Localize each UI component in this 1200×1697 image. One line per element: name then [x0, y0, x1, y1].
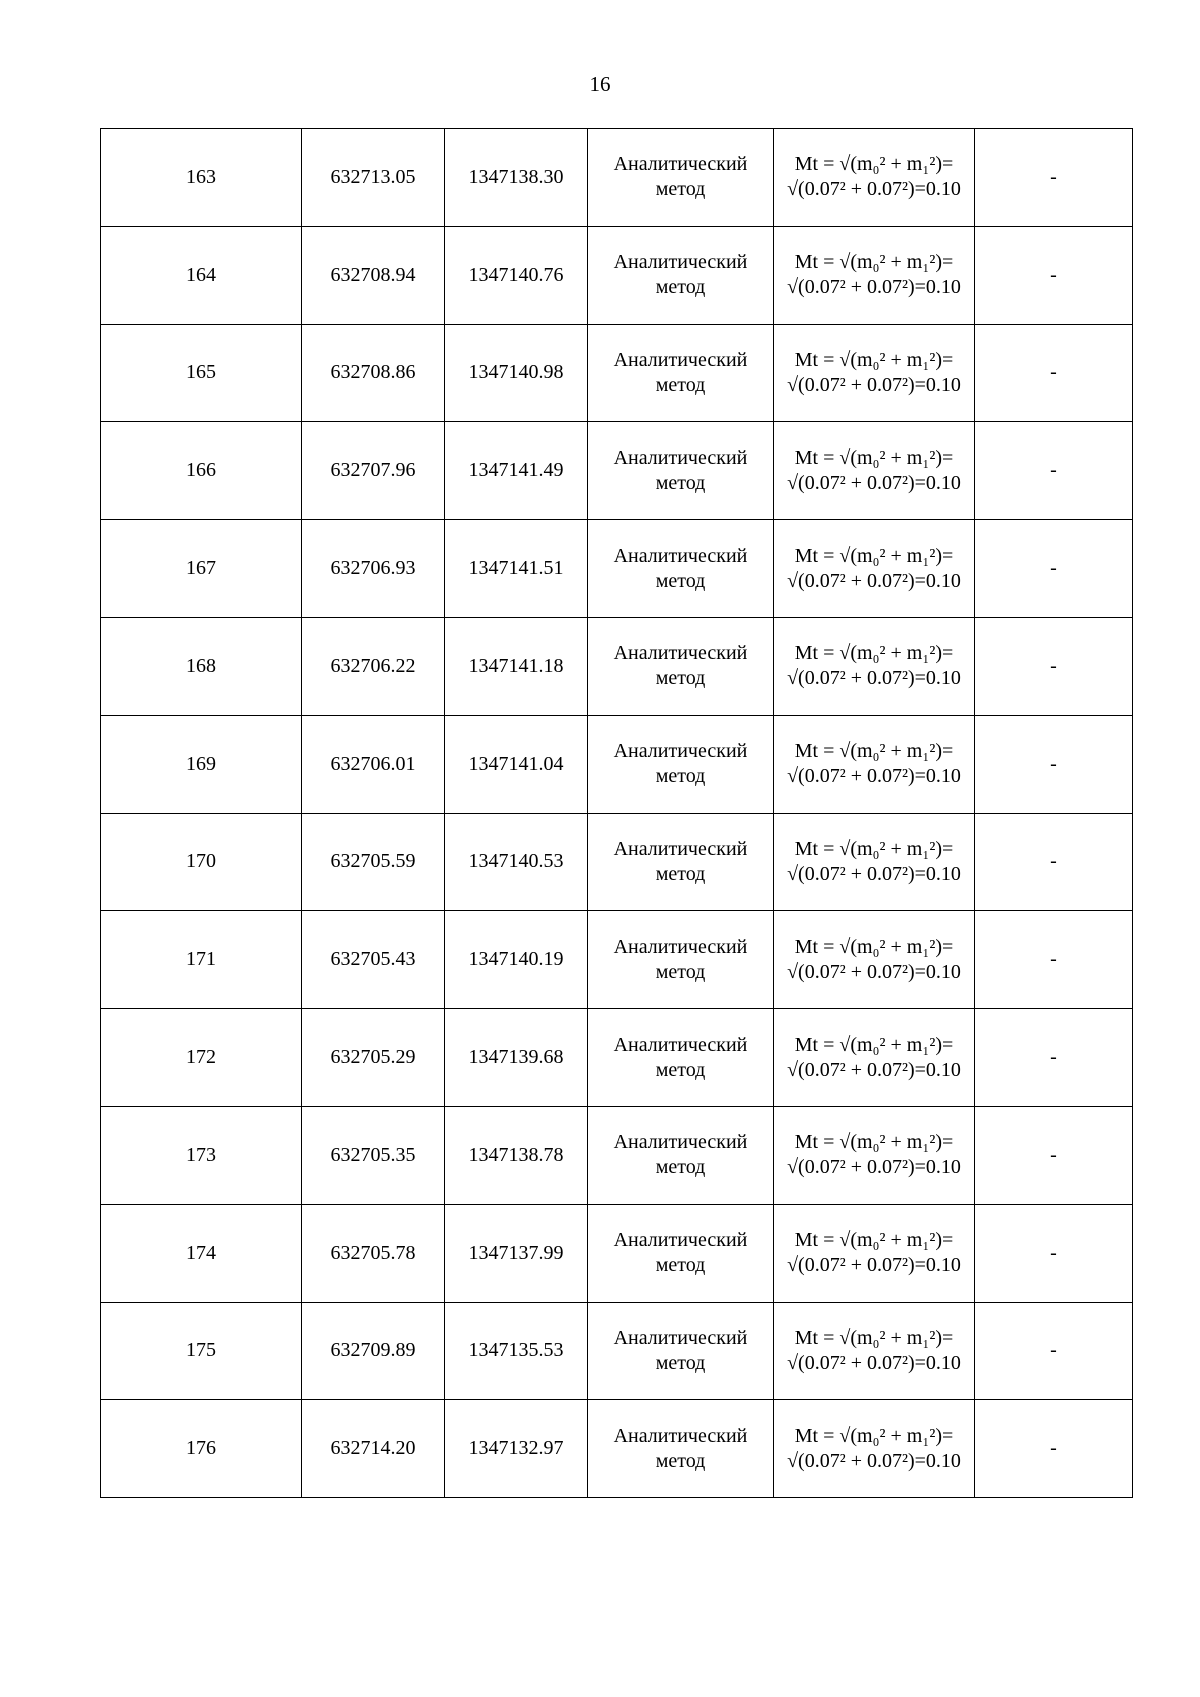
- table-row: [101, 715, 1133, 813]
- x-coordinate-cell: 632705.35: [302, 1106, 445, 1204]
- point-number-cell: 171: [101, 911, 302, 1009]
- accuracy-formula-cell: [774, 813, 975, 911]
- y-coordinate-cell: 1347141.18: [445, 617, 588, 715]
- accuracy-formula-cell-line-1: Mt = √(m₀² + m₁²)=: [794, 642, 954, 665]
- accuracy-formula-cell-line-2: √(0.07² + 0.07²)=0.10: [787, 373, 961, 396]
- note-cell: -: [975, 129, 1133, 227]
- method-cell-line-1: Аналитический: [613, 544, 748, 567]
- accuracy-formula-cell-line-1: Mt = √(m₀² + m₁²)=: [794, 1033, 954, 1056]
- method-cell-line-1: Аналитический: [613, 446, 748, 469]
- table-row: [101, 813, 1133, 911]
- table-row: [101, 1204, 1133, 1302]
- accuracy-formula-cell-line-1: Mt = √(m₀² + m₁²)=: [794, 544, 954, 567]
- x-coordinate-cell: 632705.29: [302, 1009, 445, 1107]
- accuracy-formula-cell-line-1: Mt = √(m₀² + m₁²)=: [794, 1131, 954, 1154]
- point-number-cell: 164: [101, 226, 302, 324]
- accuracy-formula-cell: [774, 422, 975, 520]
- method-cell: [588, 1400, 774, 1498]
- accuracy-formula-cell-line-1: Mt = √(m₀² + m₁²)=: [794, 1424, 954, 1447]
- method-cell-line-2: метод: [655, 178, 706, 201]
- accuracy-formula-cell-line-1: Mt = √(m₀² + m₁²)=: [794, 837, 954, 860]
- method-cell: [588, 129, 774, 227]
- table-row: [101, 911, 1133, 1009]
- method-cell-line-2: метод: [655, 960, 706, 983]
- accuracy-formula-cell-line-2: √(0.07² + 0.07²)=0.10: [787, 862, 961, 885]
- y-coordinate-cell: 1347135.53: [445, 1302, 588, 1400]
- note-cell: -: [975, 1009, 1133, 1107]
- accuracy-formula-cell: [774, 1302, 975, 1400]
- y-coordinate-cell: 1347138.78: [445, 1106, 588, 1204]
- y-coordinate-cell: 1347140.53: [445, 813, 588, 911]
- accuracy-formula-cell-line-2: √(0.07² + 0.07²)=0.10: [787, 1058, 961, 1081]
- point-number-cell: 174: [101, 1204, 302, 1302]
- point-number-cell: 165: [101, 324, 302, 422]
- y-coordinate-cell: 1347132.97: [445, 1400, 588, 1498]
- y-coordinate-cell: 1347140.76: [445, 226, 588, 324]
- accuracy-formula-cell: [774, 1106, 975, 1204]
- x-coordinate-cell: 632707.96: [302, 422, 445, 520]
- accuracy-formula-cell-line-2: √(0.07² + 0.07²)=0.10: [787, 1156, 961, 1179]
- table-row: [101, 520, 1133, 618]
- method-cell-line-2: метод: [655, 1254, 706, 1277]
- method-cell: [588, 1204, 774, 1302]
- x-coordinate-cell: 632706.93: [302, 520, 445, 618]
- method-cell-line-2: метод: [655, 667, 706, 690]
- method-cell-line-1: Аналитический: [613, 642, 748, 665]
- accuracy-formula-cell-line-1: Mt = √(m₀² + m₁²)=: [794, 1229, 954, 1252]
- method-cell-line-1: Аналитический: [613, 1424, 748, 1447]
- method-cell: [588, 715, 774, 813]
- table-row: [101, 324, 1133, 422]
- note-cell: -: [975, 1400, 1133, 1498]
- accuracy-formula-cell-line-2: √(0.07² + 0.07²)=0.10: [787, 276, 961, 299]
- method-cell-line-2: метод: [655, 1058, 706, 1081]
- accuracy-formula-cell: [774, 129, 975, 227]
- method-cell-line-1: Аналитический: [613, 935, 748, 958]
- accuracy-formula-cell-line-1: Mt = √(m₀² + m₁²)=: [794, 348, 954, 371]
- table-row: [101, 1302, 1133, 1400]
- accuracy-formula-cell-line-1: Mt = √(m₀² + m₁²)=: [794, 153, 954, 176]
- x-coordinate-cell: 632709.89: [302, 1302, 445, 1400]
- note-cell: -: [975, 617, 1133, 715]
- method-cell: [588, 813, 774, 911]
- y-coordinate-cell: 1347140.98: [445, 324, 588, 422]
- note-cell: -: [975, 1302, 1133, 1400]
- method-cell-line-2: метод: [655, 569, 706, 592]
- accuracy-formula-cell-line-2: √(0.07² + 0.07²)=0.10: [787, 765, 961, 788]
- table-row: [101, 1106, 1133, 1204]
- x-coordinate-cell: 632713.05: [302, 129, 445, 227]
- method-cell-line-2: метод: [655, 862, 706, 885]
- point-number-cell: 166: [101, 422, 302, 520]
- method-cell: [588, 324, 774, 422]
- point-number-cell: 175: [101, 1302, 302, 1400]
- note-cell: -: [975, 324, 1133, 422]
- accuracy-formula-cell: [774, 520, 975, 618]
- y-coordinate-cell: 1347141.04: [445, 715, 588, 813]
- method-cell-line-2: метод: [655, 276, 706, 299]
- accuracy-formula-cell-line-2: √(0.07² + 0.07²)=0.10: [787, 1254, 961, 1277]
- accuracy-formula-cell-line-1: Mt = √(m₀² + m₁²)=: [794, 740, 954, 763]
- table-row: [101, 617, 1133, 715]
- accuracy-formula-cell-line-1: Mt = √(m₀² + m₁²)=: [794, 251, 954, 274]
- method-cell-line-1: Аналитический: [613, 1033, 748, 1056]
- method-cell-line-1: Аналитический: [613, 837, 748, 860]
- y-coordinate-cell: 1347141.49: [445, 422, 588, 520]
- method-cell-line-2: метод: [655, 373, 706, 396]
- y-coordinate-cell: 1347138.30: [445, 129, 588, 227]
- method-cell: [588, 1302, 774, 1400]
- x-coordinate-cell: 632708.94: [302, 226, 445, 324]
- note-cell: -: [975, 520, 1133, 618]
- note-cell: -: [975, 1204, 1133, 1302]
- method-cell: [588, 1106, 774, 1204]
- note-cell: -: [975, 911, 1133, 1009]
- method-cell: [588, 617, 774, 715]
- accuracy-formula-cell: [774, 1204, 975, 1302]
- method-cell-line-1: Аналитический: [613, 1229, 748, 1252]
- point-number-cell: 173: [101, 1106, 302, 1204]
- note-cell: -: [975, 715, 1133, 813]
- point-number-cell: 163: [101, 129, 302, 227]
- point-number-cell: 172: [101, 1009, 302, 1107]
- method-cell-line-1: Аналитический: [613, 1326, 748, 1349]
- coordinates-table: [100, 128, 1133, 1498]
- table-row: [101, 1400, 1133, 1498]
- method-cell-line-2: метод: [655, 1351, 706, 1374]
- x-coordinate-cell: 632705.59: [302, 813, 445, 911]
- coordinates-table-body: [101, 129, 1133, 1498]
- table-row: [101, 226, 1133, 324]
- method-cell: [588, 226, 774, 324]
- y-coordinate-cell: 1347140.19: [445, 911, 588, 1009]
- method-cell-line-1: Аналитический: [613, 251, 748, 274]
- x-coordinate-cell: 632706.22: [302, 617, 445, 715]
- accuracy-formula-cell-line-1: Mt = √(m₀² + m₁²)=: [794, 446, 954, 469]
- y-coordinate-cell: 1347139.68: [445, 1009, 588, 1107]
- x-coordinate-cell: 632705.78: [302, 1204, 445, 1302]
- method-cell-line-1: Аналитический: [613, 153, 748, 176]
- point-number-cell: 170: [101, 813, 302, 911]
- accuracy-formula-cell: [774, 911, 975, 1009]
- method-cell: [588, 1009, 774, 1107]
- accuracy-formula-cell-line-1: Mt = √(m₀² + m₁²)=: [794, 935, 954, 958]
- accuracy-formula-cell-line-2: √(0.07² + 0.07²)=0.10: [787, 178, 961, 201]
- page-number: 16: [589, 72, 611, 96]
- table-row: [101, 129, 1133, 227]
- method-cell: [588, 520, 774, 618]
- accuracy-formula-cell-line-2: √(0.07² + 0.07²)=0.10: [787, 960, 961, 983]
- accuracy-formula-cell: [774, 324, 975, 422]
- x-coordinate-cell: 632706.01: [302, 715, 445, 813]
- accuracy-formula-cell-line-2: √(0.07² + 0.07²)=0.10: [787, 1449, 961, 1472]
- method-cell-line-2: метод: [655, 765, 706, 788]
- note-cell: -: [975, 813, 1133, 911]
- accuracy-formula-cell: [774, 715, 975, 813]
- x-coordinate-cell: 632708.86: [302, 324, 445, 422]
- method-cell-line-1: Аналитический: [613, 1131, 748, 1154]
- y-coordinate-cell: 1347141.51: [445, 520, 588, 618]
- x-coordinate-cell: 632705.43: [302, 911, 445, 1009]
- accuracy-formula-cell-line-2: √(0.07² + 0.07²)=0.10: [787, 1351, 961, 1374]
- accuracy-formula-cell-line-2: √(0.07² + 0.07²)=0.10: [787, 471, 961, 494]
- table-row: [101, 1009, 1133, 1107]
- note-cell: -: [975, 422, 1133, 520]
- point-number-cell: 176: [101, 1400, 302, 1498]
- method-cell-line-2: метод: [655, 471, 706, 494]
- accuracy-formula-cell: [774, 1400, 975, 1498]
- point-number-cell: 168: [101, 617, 302, 715]
- accuracy-formula-cell: [774, 617, 975, 715]
- note-cell: -: [975, 1106, 1133, 1204]
- note-cell: -: [975, 226, 1133, 324]
- accuracy-formula-cell: [774, 226, 975, 324]
- method-cell-line-1: Аналитический: [613, 348, 748, 371]
- y-coordinate-cell: 1347137.99: [445, 1204, 588, 1302]
- accuracy-formula-cell-line-2: √(0.07² + 0.07²)=0.10: [787, 667, 961, 690]
- method-cell-line-1: Аналитический: [613, 740, 748, 763]
- accuracy-formula-cell-line-1: Mt = √(m₀² + m₁²)=: [794, 1326, 954, 1349]
- point-number-cell: 167: [101, 520, 302, 618]
- accuracy-formula-cell-line-2: √(0.07² + 0.07²)=0.10: [787, 569, 961, 592]
- x-coordinate-cell: 632714.20: [302, 1400, 445, 1498]
- method-cell: [588, 422, 774, 520]
- point-number-cell: 169: [101, 715, 302, 813]
- method-cell: [588, 911, 774, 1009]
- method-cell-line-2: метод: [655, 1156, 706, 1179]
- accuracy-formula-cell: [774, 1009, 975, 1107]
- method-cell-line-2: метод: [655, 1449, 706, 1472]
- table-row: [101, 422, 1133, 520]
